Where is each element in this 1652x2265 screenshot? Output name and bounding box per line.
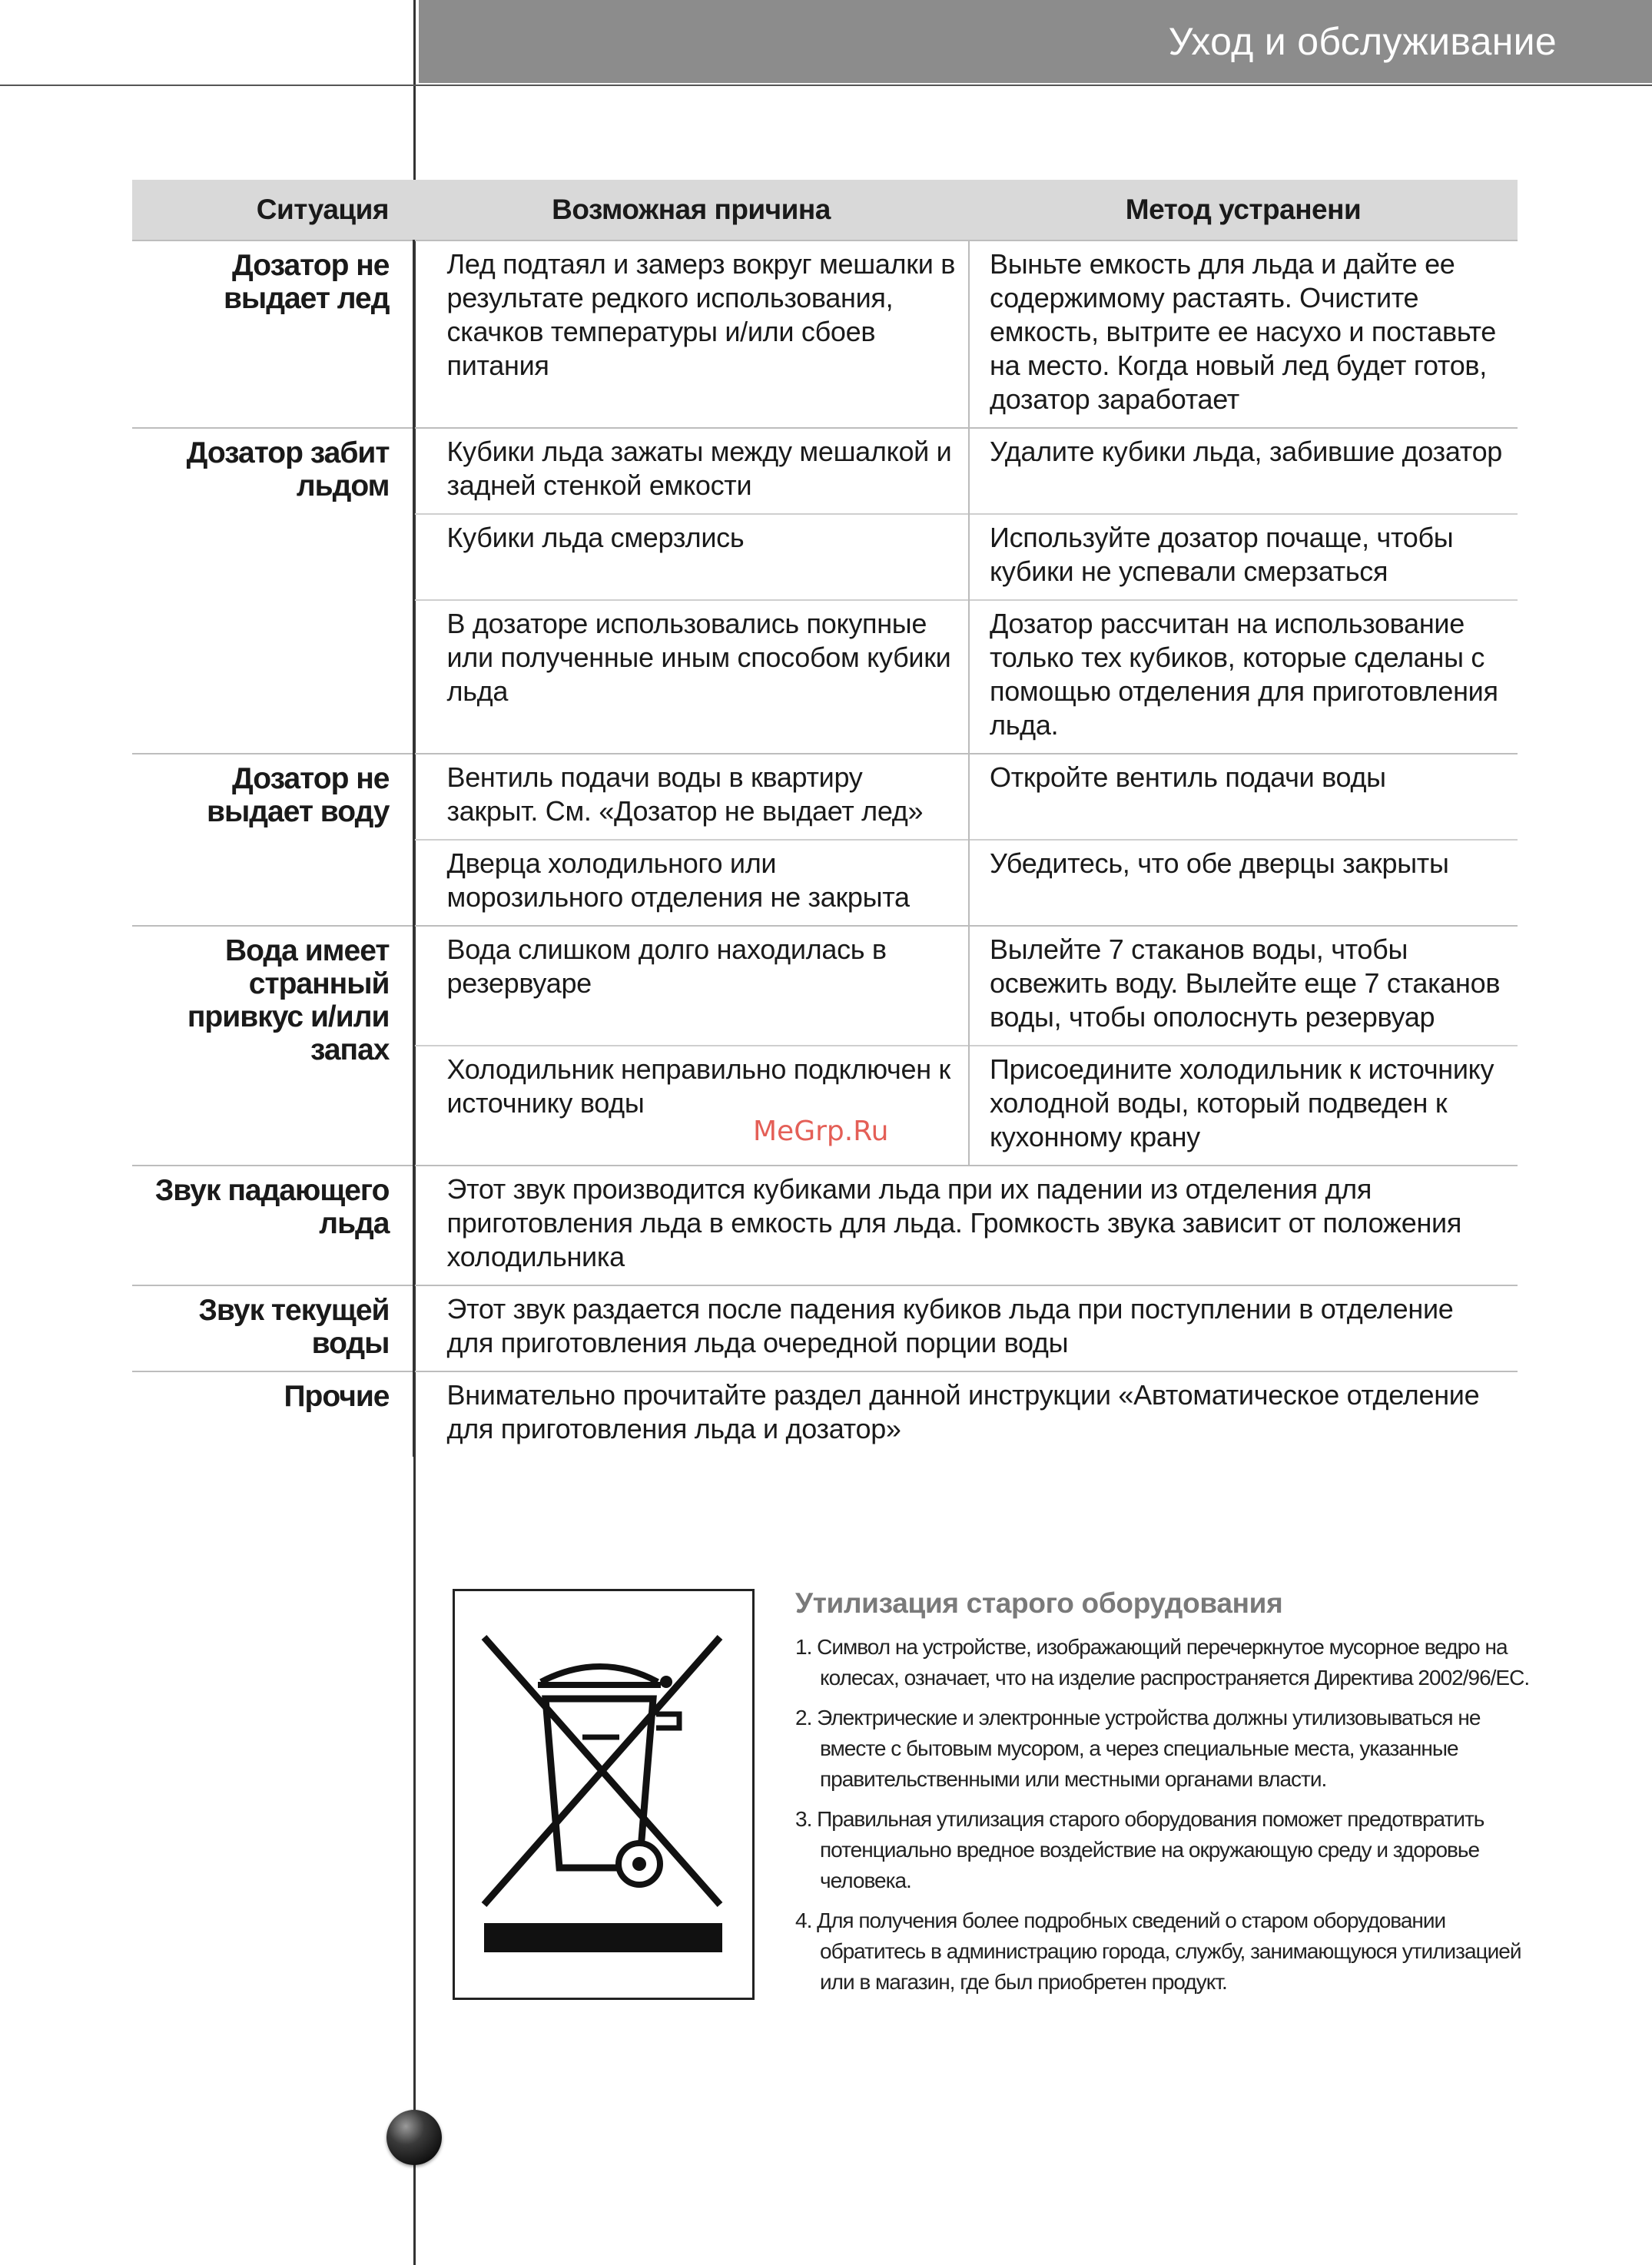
list-item: 4. Для получения более подробных сведений о старом оборудовании обратитесь в администрацию города, службу, занимающуюся утилизацией или в магазин, где был приобретен продукт. bbox=[795, 1909, 1521, 1994]
column-header-cause: Возможная причина bbox=[413, 180, 969, 240]
table-row bbox=[132, 754, 1518, 840]
table-row bbox=[132, 240, 1518, 428]
situation-cell: Дозатор не выдает лед bbox=[132, 240, 413, 428]
situation-cell: Дозатор не выдает воду bbox=[132, 754, 413, 926]
watermark-text: MeGrp.Ru bbox=[753, 1116, 889, 1147]
cause-cell: Кубики льда зажаты между мешалкой и задней стенкой емкости bbox=[413, 428, 969, 514]
situation-cell: Прочие bbox=[132, 1371, 413, 1457]
disposal-section bbox=[795, 1587, 1533, 2007]
table-row bbox=[132, 1371, 1518, 1457]
table-row bbox=[132, 926, 1518, 1046]
description-cell: Внимательно прочитайте раздел данной инструкции «Автоматическое отделение для приготовления льда и дозатор» bbox=[413, 1371, 1518, 1457]
cause-cell: В дозаторе использовались покупные или полученные иным способом кубики льда bbox=[413, 600, 969, 754]
situation-cell: Дозатор забит льдом bbox=[132, 428, 413, 754]
disposal-list bbox=[795, 1632, 1533, 1998]
header-rule bbox=[0, 85, 1652, 86]
column-header-fix: Метод устранени bbox=[969, 180, 1518, 240]
troubleshooting-table bbox=[132, 180, 1518, 1457]
crossed-out-wheelie-bin-icon bbox=[455, 1591, 752, 1998]
description-cell: Этот звук раздается после падения кубиков льда при поступлении в отделение для приготовления льда очередной порции воды bbox=[413, 1285, 1518, 1371]
cause-cell: Вентиль подачи воды в квартиру закрыт. См. «Дозатор не выдает лед» bbox=[413, 754, 969, 840]
cause-cell: Вода слишком долго находилась в резервуаре bbox=[413, 926, 969, 1046]
fix-cell: Вылейте 7 стаканов воды, чтобы освежить воду. Вылейте еще 7 стаканов воды, чтобы ополоснуть резервуар bbox=[969, 926, 1518, 1046]
table-row bbox=[132, 428, 1518, 514]
fix-cell: Дозатор рассчитан на использование только тех кубиков, которые сделаны с помощью отделения для приготовления льда. bbox=[969, 600, 1518, 754]
list-item: 3. Правильная утилизация старого оборудования поможет предотвратить потенциально вредное воздействие на окружающую среду и здоровье человека. bbox=[795, 1807, 1484, 1892]
situation-cell: Звук падающего льда bbox=[132, 1166, 413, 1285]
section-title: Уход и обслуживание bbox=[1168, 20, 1557, 63]
table-row bbox=[132, 1166, 1518, 1285]
situation-cell: Вода имеет странный привкус и/или запах bbox=[132, 926, 413, 1166]
cause-cell: Кубики льда смерзлись bbox=[413, 514, 969, 600]
column-header-situation: Ситуация bbox=[132, 180, 413, 240]
cause-cell: Лед подтаял и замерз вокруг мешалки в результате редкого использования, скачков температуры и/или сбоев питания bbox=[413, 240, 969, 428]
fix-cell: Откройте вентиль подачи воды bbox=[969, 754, 1518, 840]
fix-cell: Убедитесь, что обе дверцы закрыты bbox=[969, 840, 1518, 926]
fix-cell: Удалите кубики льда, забившие дозатор bbox=[969, 428, 1518, 514]
table-row bbox=[132, 1285, 1518, 1371]
fix-cell: Используйте дозатор почаще, чтобы кубики не успевали смерзаться bbox=[969, 514, 1518, 600]
fix-cell: Присоедините холодильник к источнику холодной воды, который подведен к кухонному крану bbox=[969, 1046, 1518, 1166]
description-cell: Этот звук производится кубиками льда при их падении из отделения для приготовления льда в емкость для льда. Громкость звука зависит от положения холодильника bbox=[413, 1166, 1518, 1285]
weee-symbol-frame bbox=[453, 1589, 755, 2000]
list-item: 1. Символ на устройстве, изображающий перечеркнутое мусорное ведро на колесах, означает, что на изделие распространяется Директива 2002/96/ЕС. bbox=[795, 1635, 1530, 1690]
section-header bbox=[419, 0, 1652, 83]
situation-cell: Звук текущей воды bbox=[132, 1285, 413, 1371]
page-ball-icon bbox=[386, 2110, 442, 2165]
fix-cell: Выньте емкость для льда и дайте ее содержимому растаять. Очистите емкость, вытрите ее насухо и поставьте на место. Когда новый лед будет готов, дозатор заработает bbox=[969, 240, 1518, 428]
table-header-row bbox=[132, 180, 1518, 240]
cause-cell: Холодильник неправильно подключен к источнику воды bbox=[413, 1046, 969, 1166]
list-item: 2. Электрические и электронные устройства должны утилизовываться не вместе с бытовым мусором, а через специальные места, указанные правительственными или местными органами власти. bbox=[795, 1706, 1481, 1791]
cause-cell: Дверца холодильного или морозильного отделения не закрыта bbox=[413, 840, 969, 926]
disposal-title: Утилизация старого оборудования bbox=[795, 1587, 1283, 1619]
